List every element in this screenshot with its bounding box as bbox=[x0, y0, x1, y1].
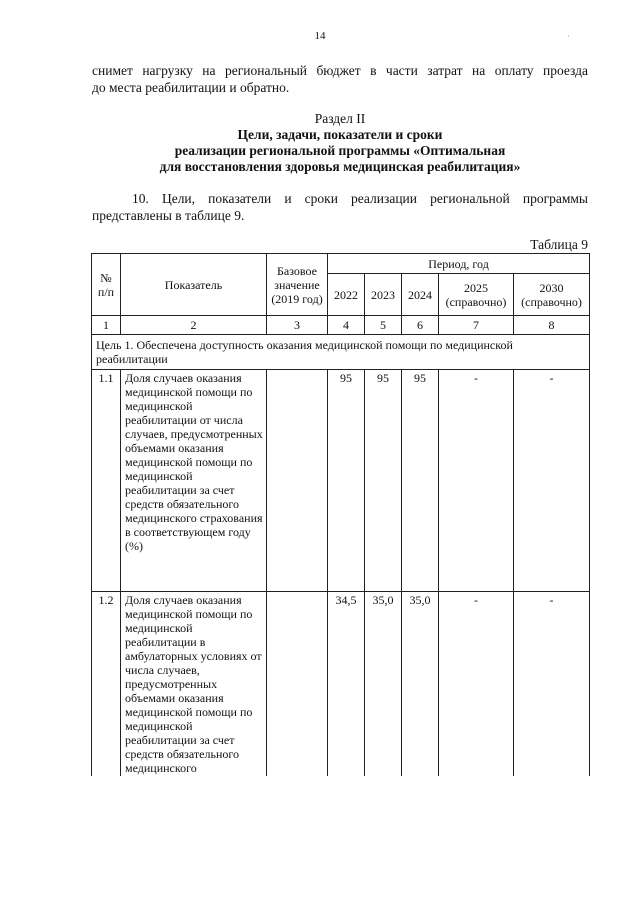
row-2024: 95 bbox=[402, 370, 439, 592]
header-indicator: Показатель bbox=[121, 254, 267, 316]
header-2024: 2024 bbox=[402, 274, 439, 316]
row-num: 1.2 bbox=[92, 592, 121, 777]
row-base bbox=[267, 592, 328, 777]
intro-line-1: снимет нагрузку на региональный бюджет в части затрат на оплату проезда bbox=[92, 63, 588, 78]
col-number: 3 bbox=[267, 316, 328, 335]
row-indicator: Доля случаев оказания медицинской помощи по медицинской реабилитации в амбулаторных условиях от числа случаев, предусмотренных объемами оказания медицинской помощи по медицинской реабилитации за счет средств обязательного медицинского bbox=[121, 592, 267, 777]
section-title-line-1: Цели, задачи, показатели и сроки bbox=[237, 127, 443, 142]
section-heading-block bbox=[92, 111, 588, 175]
row-indicator: Доля случаев оказания медицинской помощи по медицинской реабилитации от числа случаев, предусмотренных объемами оказания медицинской помощи по медицинской реабилитации за счет средств обязательного медицинского страхования в соответствующем году (%) bbox=[121, 370, 267, 592]
intro-paragraph bbox=[92, 63, 588, 96]
header-2023: 2023 bbox=[365, 274, 402, 316]
paragraph-10-line-1: 10. Цели, показатели и сроки реализации региональной программы bbox=[132, 191, 588, 206]
col-number: 7 bbox=[439, 316, 514, 335]
header-num: № п/п bbox=[92, 254, 121, 316]
row-2023: 35,0 bbox=[365, 592, 402, 777]
header-period: Период, год bbox=[328, 254, 590, 274]
header-base: Базовое значение (2019 год) bbox=[267, 254, 328, 316]
col-number: 8 bbox=[514, 316, 590, 335]
table-row bbox=[92, 370, 590, 592]
col-number: 5 bbox=[365, 316, 402, 335]
row-2022: 34,5 bbox=[328, 592, 365, 777]
section-title-line-3: для восстановления здоровья медицинская реабилитация» bbox=[159, 159, 521, 174]
paragraph-10 bbox=[92, 190, 588, 224]
paragraph-10-line-2: представлены в таблице 9. bbox=[92, 208, 245, 223]
row-2025: - bbox=[439, 370, 514, 592]
scan-mark: · bbox=[567, 32, 570, 41]
col-number: 6 bbox=[402, 316, 439, 335]
table-caption: Таблица 9 bbox=[530, 237, 588, 252]
header-row-1 bbox=[92, 254, 590, 274]
row-num: 1.1 bbox=[92, 370, 121, 592]
header-2022: 2022 bbox=[328, 274, 365, 316]
section-heading: Раздел II bbox=[314, 111, 366, 126]
row-2022: 95 bbox=[328, 370, 365, 592]
row-2030: - bbox=[514, 370, 590, 592]
header-2025: 2025 (справочно) bbox=[439, 274, 514, 316]
row-2024: 35,0 bbox=[402, 592, 439, 777]
header-2030: 2030 (справочно) bbox=[514, 274, 590, 316]
table-row bbox=[92, 592, 590, 777]
goals-table bbox=[91, 253, 590, 776]
section-title-line-2: реализации региональной программы «Оптимальная bbox=[174, 143, 506, 158]
row-base bbox=[267, 370, 328, 592]
goal-1-text: Цель 1. Обеспечена доступность оказания медицинской помощи по медицинской реабилитации bbox=[92, 335, 590, 370]
col-number: 4 bbox=[328, 316, 365, 335]
intro-line-2: до места реабилитации и обратно. bbox=[92, 79, 290, 95]
row-2025: - bbox=[439, 592, 514, 777]
column-number-row bbox=[92, 316, 590, 335]
col-number: 1 bbox=[92, 316, 121, 335]
row-2023: 95 bbox=[365, 370, 402, 592]
col-number: 2 bbox=[121, 316, 267, 335]
page-number: 14 bbox=[314, 30, 326, 42]
goal-row bbox=[92, 335, 590, 370]
row-2030: - bbox=[514, 592, 590, 777]
